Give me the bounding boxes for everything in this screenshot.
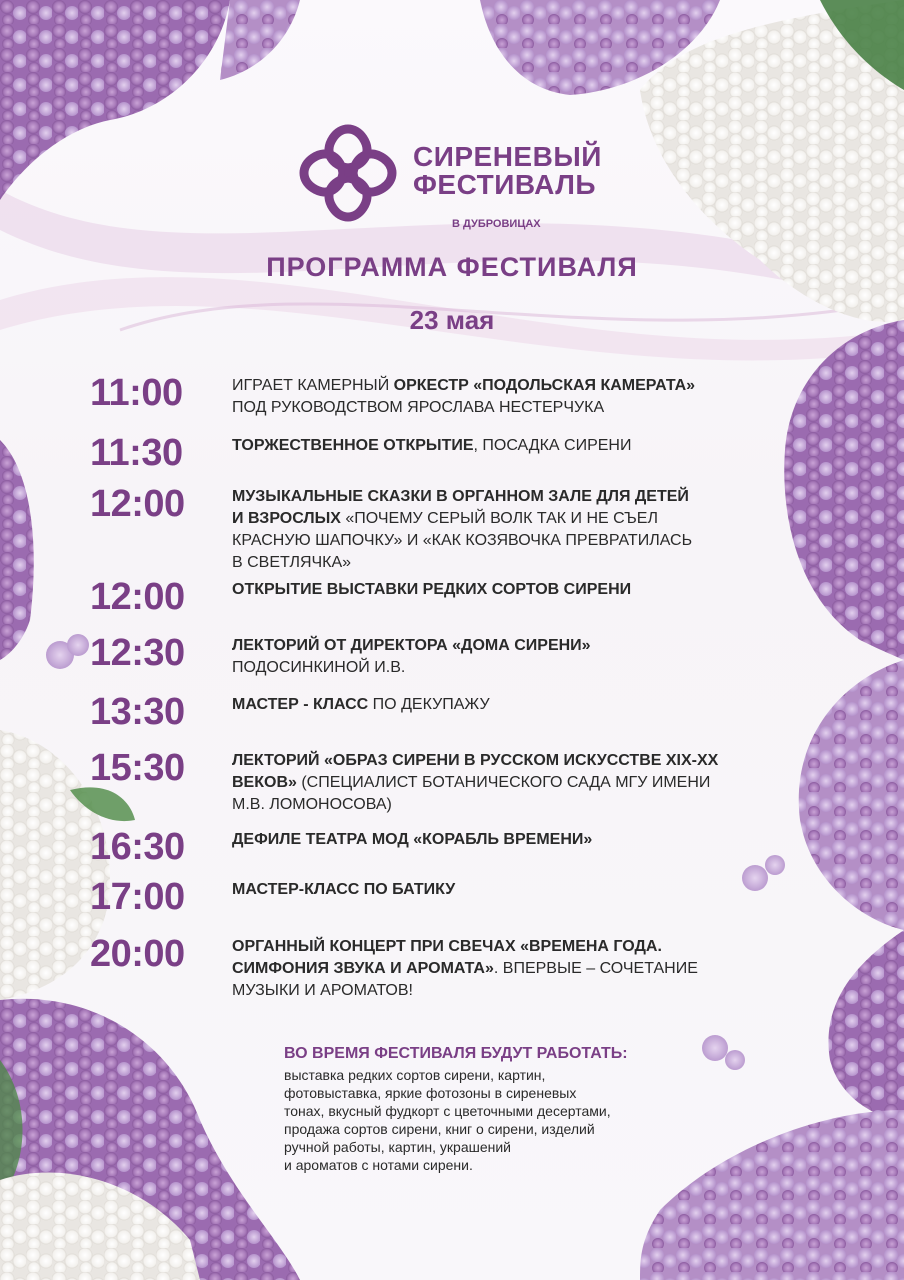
note-line: и ароматов с нотами сирени. <box>284 1157 473 1173</box>
description-line <box>232 486 792 508</box>
festival-activities-note <box>284 1044 724 1174</box>
highlight-text: ВЕКОВ» <box>232 774 297 791</box>
description-line <box>232 958 792 980</box>
description-text: «ПОЧЕМУ СЕРЫЙ ВОЛК ТАК И НЕ СЪЕЛ <box>340 510 658 527</box>
schedule-description <box>232 750 792 816</box>
description-text: МУЗЫКИ И АРОМАТОВ! <box>232 982 413 999</box>
highlight-text: МАСТЕР - КЛАСС <box>232 696 369 713</box>
schedule-time: 13:30 <box>90 691 185 733</box>
schedule-description <box>232 435 792 457</box>
description-text: КРАСНУЮ ШАПОЧКУ» И «КАК КОЗЯВОЧКА ПРЕВРАТИЛАСЬ <box>232 532 693 549</box>
highlight-text: И ВЗРОСЛЫХ <box>232 510 341 527</box>
description-line <box>232 635 792 657</box>
note-line: ручной работы, картин, украшений <box>284 1139 512 1155</box>
schedule-description <box>232 879 792 901</box>
description-text: ПО ДЕКУПАЖУ <box>368 696 490 713</box>
description-line <box>232 530 792 552</box>
schedule-time: 17:00 <box>90 876 185 918</box>
description-line <box>232 657 792 679</box>
schedule-time: 15:30 <box>90 747 185 789</box>
schedule-description <box>232 486 792 574</box>
description-line <box>232 552 792 574</box>
schedule-description <box>232 829 792 851</box>
highlight-text: ОТКРЫТИЕ ВЫСТАВКИ РЕДКИХ СОРТОВ СИРЕНИ <box>232 581 632 598</box>
description-text: , ПОСАДКА СИРЕНИ <box>473 437 632 454</box>
schedule-description <box>232 635 792 679</box>
highlight-text: МУЗЫКАЛЬНЫЕ СКАЗКИ В ОРГАННОМ ЗАЛЕ ДЛЯ ДЕТЕЙ <box>232 488 689 505</box>
description-line <box>232 397 792 419</box>
description-line <box>232 508 792 530</box>
schedule-time: 12:00 <box>90 483 185 525</box>
highlight-text: ДЕФИЛЕ ТЕАТРА МОД «КОРАБЛЬ ВРЕМЕНИ» <box>232 831 593 848</box>
highlight-text: ЛЕКТОРИЙ «ОБРАЗ СИРЕНИ В РУССКОМ ИСКУССТВЕ XIX-XX <box>232 752 719 769</box>
schedule-time: 12:30 <box>90 632 185 674</box>
description-line <box>232 375 792 397</box>
program-title: ПРОГРАММА ФЕСТИВАЛЯ <box>266 252 638 282</box>
schedule-description <box>232 694 792 716</box>
note-line: фотовыставка, яркие фотозоны в сиреневых <box>284 1085 577 1101</box>
description-text: ИГРАЕТ КАМЕРНЫЙ <box>232 377 394 394</box>
description-line <box>232 694 792 716</box>
schedule-time: 12:00 <box>90 576 185 618</box>
schedule-time: 16:30 <box>90 826 185 868</box>
festival-brand-name <box>413 143 602 199</box>
highlight-text: МАСТЕР-КЛАСС ПО БАТИКУ <box>232 881 456 898</box>
note-line: тонах, вкусный фудкорт с цветочными десертами, <box>284 1103 611 1119</box>
description-text: ПОД РУКОВОДСТВОМ ЯРОСЛАВА НЕСТЕРЧУКА <box>232 399 605 416</box>
note-line: продажа сортов сирени, книг о сирени, изделий <box>284 1121 595 1137</box>
description-text: В СВЕТЛЯЧКА» <box>232 554 352 571</box>
schedule-description <box>232 579 792 601</box>
description-line <box>232 579 792 601</box>
description-line <box>232 980 792 1002</box>
note-body <box>284 1066 724 1174</box>
description-text: М.В. ЛОМОНОСОВА) <box>232 796 392 813</box>
schedule-time: 20:00 <box>90 933 185 975</box>
brand-line-2: ФЕСТИВАЛЬ <box>413 169 596 200</box>
description-line <box>232 435 792 457</box>
note-title: ВО ВРЕМЯ ФЕСТИВАЛЯ БУДУТ РАБОТАТЬ: <box>284 1045 628 1062</box>
schedule-time: 11:30 <box>90 432 183 474</box>
description-line <box>232 829 792 851</box>
description-line <box>232 794 792 816</box>
lilac-flower-logo-icon <box>293 118 403 228</box>
brand-line-1: СИРЕНЕВЫЙ <box>413 141 602 172</box>
note-line: выставка редких сортов сирени, картин, <box>284 1067 546 1083</box>
festival-date: 23 мая <box>409 305 495 335</box>
highlight-text: ТОРЖЕСТВЕННОЕ ОТКРЫТИЕ <box>232 437 474 454</box>
highlight-text: ОРГАННЫЙ КОНЦЕРТ ПРИ СВЕЧАХ «ВРЕМЕНА ГОДА. <box>232 938 662 955</box>
description-line <box>232 936 792 958</box>
highlight-text: ЛЕКТОРИЙ ОТ ДИРЕКТОРА «ДОМА СИРЕНИ» <box>232 637 591 654</box>
description-text: ПОДОСИНКИНОЙ И.В. <box>232 659 406 676</box>
schedule-description <box>232 375 792 419</box>
description-line <box>232 879 792 901</box>
description-line <box>232 772 792 794</box>
schedule-description <box>232 936 792 1002</box>
brand-subtitle: В ДУБРОВИЦАХ <box>452 218 541 230</box>
highlight-text: ОРКЕСТР «ПОДОЛЬСКАЯ КАМЕРАТА» <box>393 377 696 394</box>
description-line <box>232 750 792 772</box>
description-text: (СПЕЦИАЛИСТ БОТАНИЧЕСКОГО САДА МГУ ИМЕНИ <box>296 774 711 791</box>
highlight-text: СИМФОНИЯ ЗВУКА И АРОМАТА» <box>232 960 494 977</box>
description-text: . ВПЕРВЫЕ – СОЧЕТАНИЕ <box>493 960 698 977</box>
schedule-time: 11:00 <box>90 372 183 414</box>
